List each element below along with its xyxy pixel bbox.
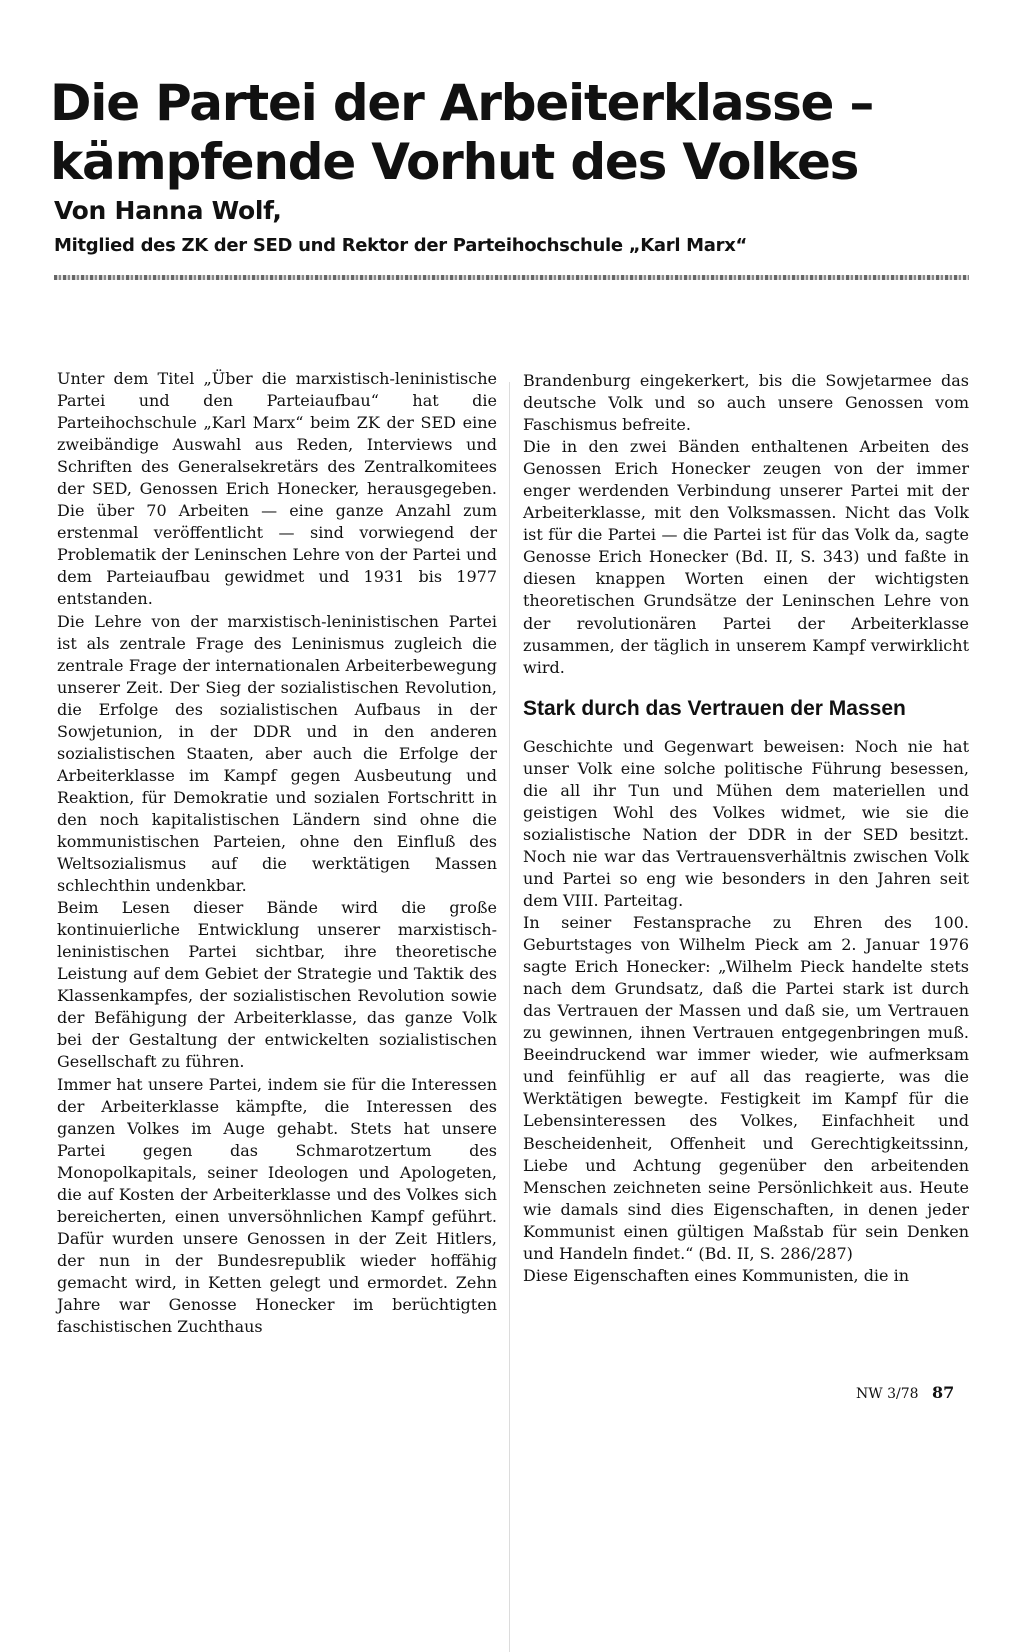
paragraph: Die in den zwei Bänden enthaltenen Arbeiten des Genossen Erich Honecker zeugen von der immer enger werdenden Verbindung unserer Partei mit der Arbeiterklasse, mit den Volksmassen. Nicht das Volk ist für die Partei — die Partei ist für das Volk da, sagte Genosse Erich Honecker (Bd. II, S. 343) und faßte in diesen knappen Worten einen der wichtigsten theoretischen Grundsätze der Leninschen Lehre von der revolutionären Partei der Arbeiterklasse zusammen, der täglich in unserem Kampf verwirklicht wird. xyxy=(523,437,969,677)
page-number: 87 xyxy=(932,1383,955,1402)
journal-issue: NW 3/78 xyxy=(856,1386,919,1402)
paragraph: Brandenburg eingekerkert, bis die Sowjetarmee das deutsche Volk und so auch unsere Genossen vom Faschismus befreite. xyxy=(523,371,969,435)
paragraph: Unter dem Titel „Über die marxistisch-leninistische Partei und den Parteiaufbau“ hat die Parteihochschule „Karl Marx“ beim ZK der SED eine zweibändige Auswahl aus Reden, Interviews und Schriften des Generalsekretärs des Zentralkomitees der SED, Genossen Erich Honecker, herausgegeben. Die über 70 Arbeiten — eine ganze Anzahl zum erstenmal veröffentlicht — sind vorwiegend der Problematik der Leninschen Lehre von der Partei und dem Parteiaufbau gewidmet und 1931 bis 1977 entstanden. xyxy=(57,369,497,609)
section-subheading: Stark durch das Vertrauen der Massen xyxy=(523,696,906,720)
paragraph: Diese Eigenschaften eines Kommunisten, die in xyxy=(523,1265,910,1285)
article-title-line-1: Die Partei der Arbeiterklasse – xyxy=(50,74,874,132)
paragraph: Immer hat unsere Partei, indem sie für die Interessen der Arbeiterklasse kämpfte, die Interessen des ganzen Volkes im Auge gehabt. Stets hat unsere Partei gegen das Schmarotzertum des Monopolkapitals, seiner Ideologen und Apologeten, die auf Kosten der Arbeiterklasse und des Volkes sich bereicherten, einen unversöhnlichen Kampf geführt. Dafür wurden unsere Genossen in der Zeit Hitlers, der nun in der Bundesrepublik wieder hoffähig gemacht wird, in Ketten gelegt und ermordet. Zehn Jahre war Genosse Honecker im berüchtigten faschistischen Zuchthaus xyxy=(57,1074,497,1337)
left-column xyxy=(57,368,497,1338)
paragraph: In seiner Festansprache zu Ehren des 100. Geburtstages von Wilhelm Pieck am 2. Januar 1976 sagte Erich Honecker: „Wilhelm Pieck handelte stets nach dem Grundsatz, daß die Partei stark ist durch das Vertrauen der Massen und daß sie, um Vertrauen zu gewinnen, ihnen Vertrauen entgegenbringen muß. Beeindruckend war immer wieder, wie aufmerksam und feinfühlig er auf all das reagierte, was die Werktätigen bewegte. Festigkeit im Kampf für die Lebensinteressen des Volkes, Einfachheit und Bescheidenheit, Offenheit und Gerechtigkeitssinn, Liebe und Achtung gegenüber den arbeitenden Menschen zeichneten seine Persönlichkeit aus. Heute wie damals sind dies Eigenschaften, in denen jeder Kommunist einen gültigen Maßstab für sein Denken und Handeln findet.“ (Bd. II, S. 286/287) xyxy=(523,913,969,1263)
article-title xyxy=(50,74,990,192)
column-divider xyxy=(509,382,510,1652)
author-byline: Von Hanna Wolf, xyxy=(54,196,282,225)
author-affiliation: Mitglied des ZK der SED und Rektor der Parteihochschule „Karl Marx“ xyxy=(54,235,748,256)
article-title-line-2: kämpfende Vorhut des Volkes xyxy=(50,133,859,191)
paragraph: Beim Lesen dieser Bände wird die große kontinuierliche Entwicklung unserer marxistisch-leninistischen Partei sichtbar, ihre theoretische Leistung auf dem Gebiet der Strategie und Taktik des Klassenkampfes, der sozialistischen Revolution sowie der Befähigung der Arbeiterklasse, das ganze Volk bei der Gestaltung der entwickelten sozialistischen Gesellschaft zu führen. xyxy=(57,898,497,1072)
paragraph: Die Lehre von der marxistisch-leninistischen Partei ist als zentrale Frage des Leninismus zugleich die zentrale Frage der internationalen Arbeiterbewegung unserer Zeit. Der Sieg der sozialistischen Revolution, die Erfolge des sozialistischen Aufbaus in der Sowjetunion, in der DDR und in den anderen sozialistischen Staaten, aber auch die Erfolge der Arbeiterklasse im Kampf gegen Ausbeutung und Reaktion, für Demokratie und sozialen Fortschritt in den noch kapitalistischen Ländern sind ohne die kommunistischen Parteien, ohne den Einfluß des Weltsozialismus auf die werktätigen Massen schlechthin undenkbar. xyxy=(57,611,497,896)
paragraph: Geschichte und Gegenwart beweisen: Noch nie hat unser Volk eine solche politische Führung besessen, die all ihr Tun und Mühen dem materiellen und geistigen Wohl des Volkes widmet, wie sie die sozialistische Nation der DDR in der SED besitzt. Noch nie war das Vertrauensverhältnis zwischen Volk und Partei so eng wie besonders in den Jahren seit dem VIII. Parteitag. xyxy=(523,736,969,910)
right-column xyxy=(523,370,969,1287)
header-rule xyxy=(54,275,969,280)
